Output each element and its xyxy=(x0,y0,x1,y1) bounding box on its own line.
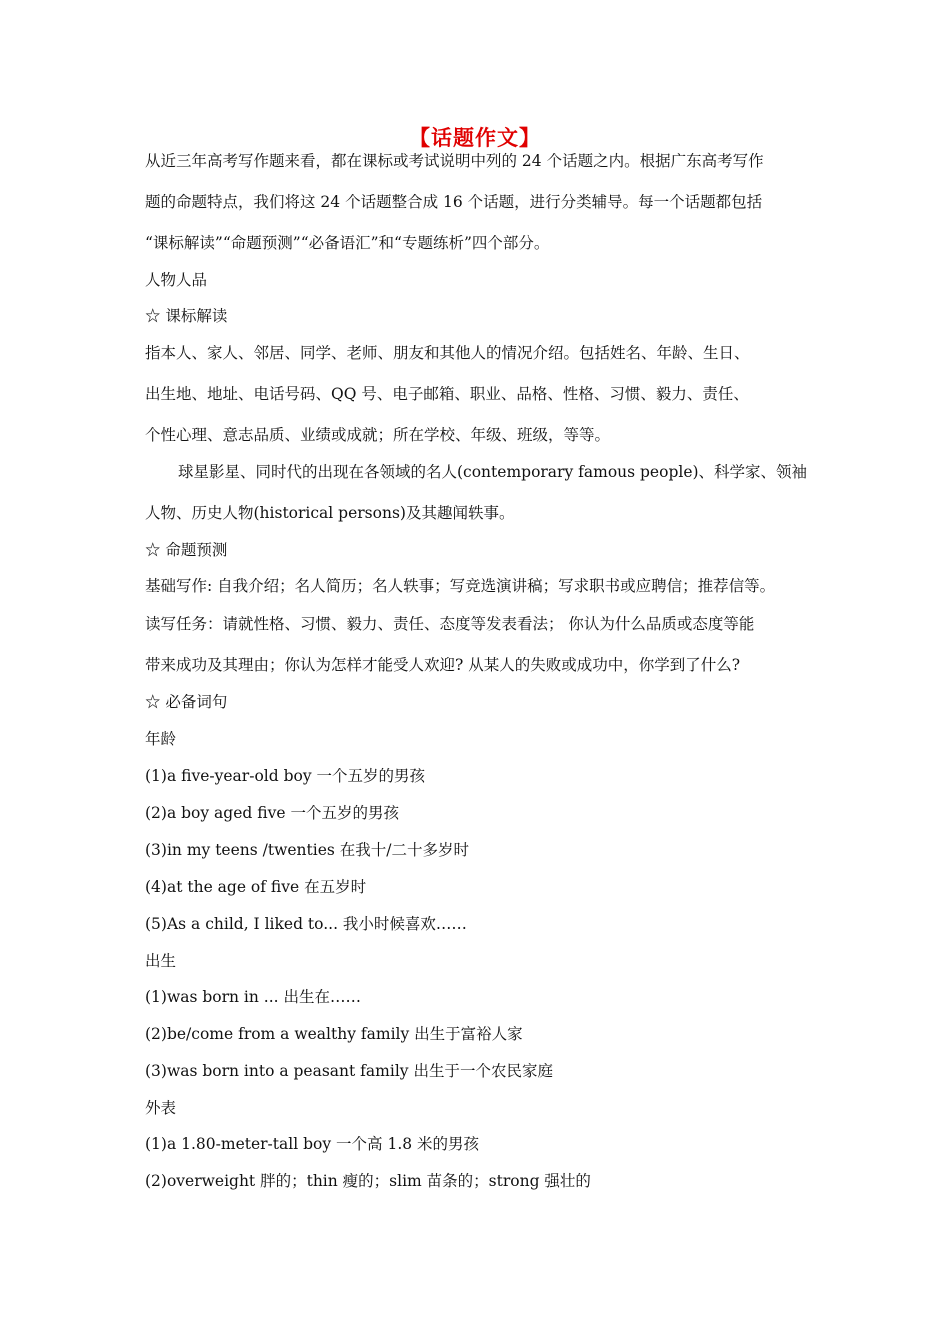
section-heading-curriculum: ☆ 课标解读 xyxy=(145,307,228,325)
category-label-appearance: 外表 xyxy=(145,1099,177,1117)
vocab-item: (2)overweight 胖的；thin 瘦的；slim 苗条的；strong 强壮的 xyxy=(145,1172,591,1190)
vocab-item: (3)was born into a peasant family 出生于一个农民家庭 xyxy=(145,1062,553,1080)
document-title: 【话题作文】 xyxy=(409,125,541,150)
section-heading-vocabulary: ☆ 必备词句 xyxy=(145,693,228,711)
category-label-age: 年龄 xyxy=(145,730,177,748)
vocab-item: (1)was born in ... 出生在…… xyxy=(145,988,361,1006)
vocab-item: (5)As a child, I liked to... 我小时候喜欢…… xyxy=(145,915,467,933)
vocab-item: (2)be/come from a wealthy family 出生于富裕人家 xyxy=(145,1025,523,1043)
category-label-birth: 出生 xyxy=(145,952,177,970)
topic-heading: 人物人品 xyxy=(145,271,208,289)
curriculum-paragraph-line: 人物、历史人物(historical persons)及其趣闻轶事。 xyxy=(145,504,515,522)
vocab-item: (2)a boy aged five 一个五岁的男孩 xyxy=(145,804,399,822)
prediction-line: 基础写作: 自我介绍；名人简历；名人轶事；写竞选演讲稿；写求职书或应聘信；推荐信等。 xyxy=(145,577,776,595)
intro-line: 从近三年高考写作题来看，都在课标或考试说明中列的 24 个话题之内。根据广东高考写作 xyxy=(145,152,764,170)
curriculum-line: 个性心理、意志品质、业绩或成就；所在学校、年级、班级，等等。 xyxy=(145,426,611,444)
intro-line: 题的命题特点，我们将这 24 个话题整合成 16 个话题，进行分类辅导。每一个话题都包括 xyxy=(145,193,763,211)
vocab-item: (4)at the age of five 在五岁时 xyxy=(145,878,367,896)
section-heading-prediction: ☆ 命题预测 xyxy=(145,541,228,559)
prediction-line: 带来成功及其理由；你认为怎样才能受人欢迎? 从某人的失败或成功中，你学到了什么? xyxy=(145,656,741,674)
curriculum-line: 指本人、家人、邻居、同学、老师、朋友和其他人的情况介绍。包括姓名、年龄、生日、 xyxy=(145,344,750,362)
curriculum-paragraph-line: 球星影星、同时代的出现在各领域的名人(contemporary famous people)、科学家、领袖 xyxy=(178,463,808,481)
vocab-item: (3)in my teens /twenties 在我十/二十多岁时 xyxy=(145,841,469,859)
prediction-line: 读写任务：请就性格、习惯、毅力、责任、态度等发表看法； 你认为什么品质或态度等能 xyxy=(145,615,755,633)
vocab-item: (1)a 1.80-meter-tall boy 一个高 1.8 米的男孩 xyxy=(145,1135,480,1153)
curriculum-line: 出生地、地址、电话号码、QQ 号、电子邮箱、职业、品格、性格、习惯、毅力、责任、 xyxy=(145,385,749,403)
vocab-item: (1)a five-year-old boy 一个五岁的男孩 xyxy=(145,767,426,785)
intro-line: “课标解读”“命题预测”“必备语汇”和“专题练析”四个部分。 xyxy=(145,234,550,252)
